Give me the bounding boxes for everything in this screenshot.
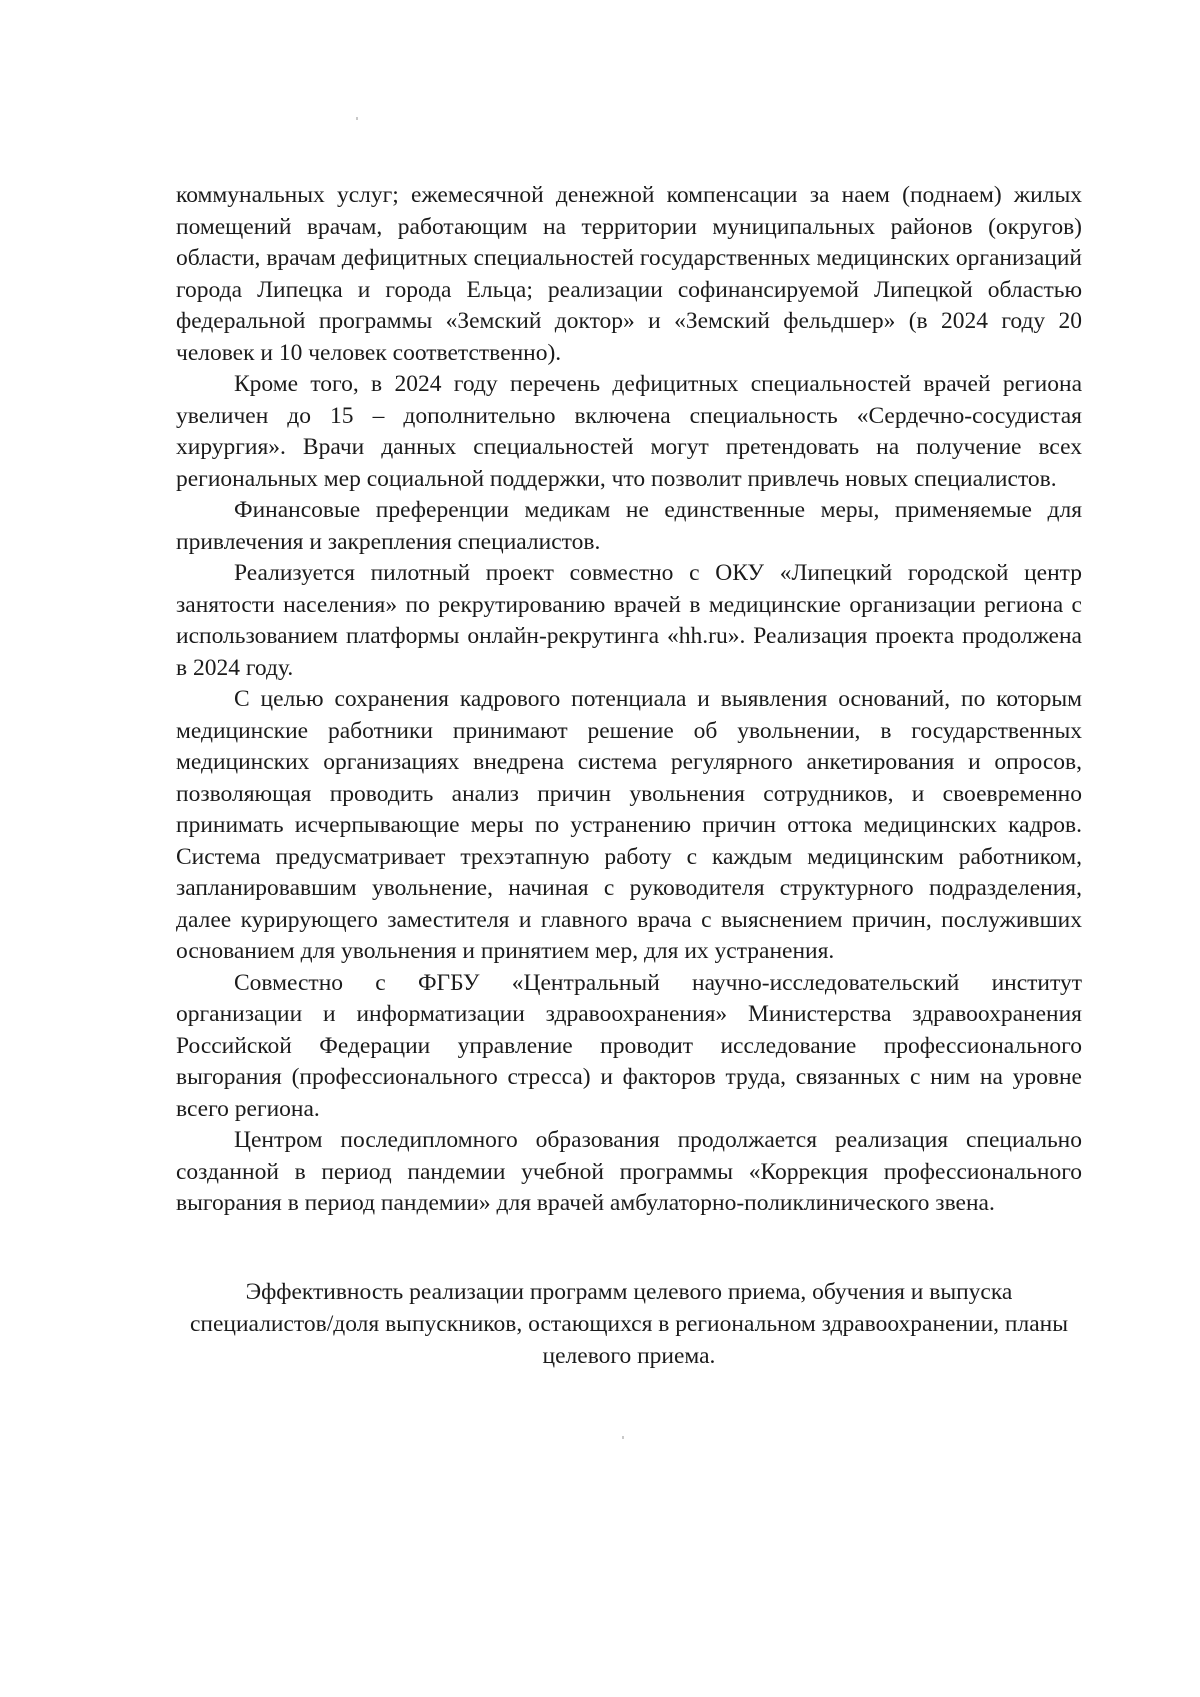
scan-speck	[622, 1436, 624, 1439]
scan-speck	[356, 117, 358, 120]
section-heading: Эффективность реализации программ целевого приема, обучения и выпуска специалистов/доля выпускников, остающихся в региональном здравоохранении, планы целевого приема.	[189, 1278, 1069, 1369]
paragraph-pilot-project: Реализуется пилотный проект совместно с ОКУ «Липецкий городской центр занятости населения» по рекрутированию врачей в медицинские организации региона с использованием платформы онлайн-рекрутинга «hh.ru». Реализация проекта продолжена в 2024 году.	[176, 560, 1082, 681]
paragraph-deficit-specialties: Кроме того, в 2024 году перечень дефицитных специальностей врачей региона увеличен до 15 – дополнительно включена специальность «Сердечно-сосудистая хирургия». Врачи данных специальностей могут претендовать на получение всех региональных мер социальной поддержки, что позволит привлечь новых специалистов.	[176, 371, 1082, 492]
document-body	[176, 180, 1082, 1372]
paragraph-postgraduate-center: Центром последипломного образования продолжается реализация специально созданной в период пандемии учебной программы «Коррекция профессионального выгорания в период пандемии» для врачей амбулаторно-поликлинического звена.	[176, 1127, 1082, 1216]
paragraph-burnout-research: Совместно с ФГБУ «Центральный научно-исследовательский институт организации и информатизации здравоохранения» Министерства здравоохранения Российской Федерации управление проводит исследование профессионального выгорания (профессионального стресса) и факторов труда, связанных с ним на уровне всего региона.	[176, 969, 1082, 1122]
paragraph-continuation: коммунальных услуг; ежемесячной денежной компенсации за наем (поднаем) жилых помещений врачам, работающим на территории муниципальных районов (округов) области, врачам дефицитных специальностей государственных медицинских организаций города Липецка и города Ельца; реализации софинансируемой Липецкой областью федеральной программы «Земский доктор» и «Земский фельдшер» (в 2024 году 20 человек и 10 человек соответственно).	[176, 182, 1082, 366]
paragraph-staff-retention: С целью сохранения кадрового потенциала и выявления оснований, по которым медицинские работники принимают решение об увольнении, в государственных медицинских организациях внедрена система регулярного анкетирования и опросов, позволяющая проводить анализ причин увольнения сотрудников, и своевременно принимать исчерпывающие меры по устранению причин оттока медицинских кадров. Система предусматривает трехэтапную работу с каждым медицинским работником, запланировавшим увольнение, начиная с руководителя структурного подразделения, далее курирующего заместителя и главного врача с выяснением причин, послуживших основанием для увольнения и принятием мер, для их устранения.	[176, 686, 1082, 964]
paragraph-financial-preferences: Финансовые преференции медикам не единственные меры, применяемые для привлечения и закрепления специалистов.	[176, 497, 1082, 555]
